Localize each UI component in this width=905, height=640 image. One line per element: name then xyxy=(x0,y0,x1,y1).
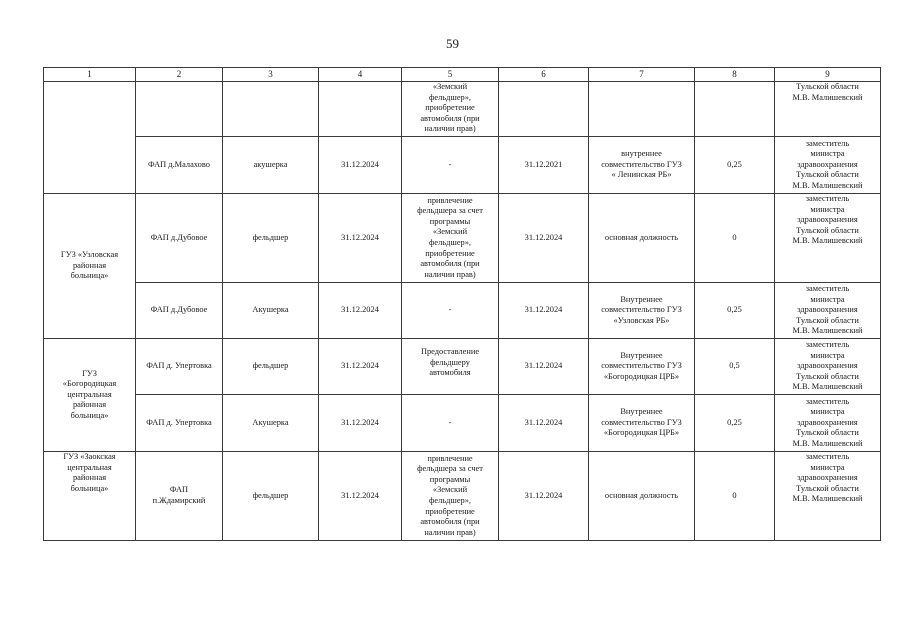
employment-cell: Внутреннее совместительство ГУЗ «Узловская РБ» xyxy=(589,283,695,339)
rate-cell: 0,25 xyxy=(695,395,775,452)
facility-cell: ФАП д.Малахово xyxy=(136,137,223,194)
org-cell: ГУЗ «Узловская районная больница» xyxy=(44,194,136,339)
page-number: 59 xyxy=(446,36,459,51)
position-cell: Акушерка xyxy=(223,395,319,452)
org-cell: ГУЗ «Богородицкая центральная районная больница» xyxy=(44,339,136,452)
date-cell: 31.12.2024 xyxy=(319,339,402,395)
hire-date-cell: 31.12.2021 xyxy=(499,137,589,194)
measures-cell: привлечение фельдшера за счет программы «Земский фельдшер», приобретение автомобиля (при наличии прав) xyxy=(402,452,499,541)
header-cell-2: 2 xyxy=(136,68,223,82)
table-row xyxy=(44,82,881,137)
header-cell-8: 8 xyxy=(695,68,775,82)
facility-cell: ФАП д. Упертовка xyxy=(136,339,223,395)
staffing-table xyxy=(43,67,881,541)
table-row xyxy=(44,452,881,541)
table-row xyxy=(44,283,881,339)
date-cell xyxy=(319,82,402,137)
date-cell: 31.12.2024 xyxy=(319,452,402,541)
header-cell-4: 4 xyxy=(319,68,402,82)
responsible-cell: заместитель министра здравоохранения Тульской области М.В. Малишевский xyxy=(775,339,881,395)
measures-cell: - xyxy=(402,395,499,452)
date-cell: 31.12.2024 xyxy=(319,395,402,452)
date-cell: 31.12.2024 xyxy=(319,194,402,283)
measures-cell: - xyxy=(402,137,499,194)
measures-cell: «Земский фельдшер», приобретение автомобиля (при наличии прав) xyxy=(402,82,499,137)
rate-cell: 0 xyxy=(695,452,775,541)
position-cell xyxy=(223,82,319,137)
table-row xyxy=(44,395,881,452)
employment-cell xyxy=(589,82,695,137)
header-cell-9: 9 xyxy=(775,68,881,82)
position-cell: фельдшер xyxy=(223,194,319,283)
responsible-cell: заместитель министра здравоохранения Тульской области М.В. Малишевский xyxy=(775,137,881,194)
date-cell: 31.12.2024 xyxy=(319,137,402,194)
hire-date-cell: 31.12.2024 xyxy=(499,339,589,395)
hire-date-cell: 31.12.2024 xyxy=(499,283,589,339)
measures-cell: Предоставление фельдшеру автомобиля xyxy=(402,339,499,395)
facility-cell xyxy=(136,82,223,137)
hire-date-cell: 31.12.2024 xyxy=(499,194,589,283)
header-cell-3: 3 xyxy=(223,68,319,82)
header-cell-5: 5 xyxy=(402,68,499,82)
rate-cell: 0 xyxy=(695,194,775,283)
position-cell: фельдшер xyxy=(223,452,319,541)
responsible-cell: заместитель министра здравоохранения Тульской области М.В. Малишевский xyxy=(775,452,881,541)
measures-cell: привлечение фельдшера за счет программы «Земский фельдшер», приобретение автомобиля (при наличии прав) xyxy=(402,194,499,283)
hire-date-cell: 31.12.2024 xyxy=(499,395,589,452)
employment-cell: основная должность xyxy=(589,452,695,541)
hire-date-cell xyxy=(499,82,589,137)
employment-cell: основная должность xyxy=(589,194,695,283)
header-cell-6: 6 xyxy=(499,68,589,82)
rate-cell: 0,25 xyxy=(695,137,775,194)
facility-cell: ФАП п.Ждамирский xyxy=(136,452,223,541)
header-cell-7: 7 xyxy=(589,68,695,82)
responsible-cell: заместитель министра здравоохранения Тульской области М.В. Малишевский xyxy=(775,194,881,283)
employment-cell: Внутреннее совместительство ГУЗ «Богородицкая ЦРБ» xyxy=(589,395,695,452)
header-row xyxy=(44,68,881,82)
date-cell: 31.12.2024 xyxy=(319,283,402,339)
table-row xyxy=(44,194,881,283)
measures-cell: - xyxy=(402,283,499,339)
employment-cell: внутреннее совместительство ГУЗ « Ленинская РБ» xyxy=(589,137,695,194)
employment-cell: Внутреннее совместительство ГУЗ «Богородицкая ЦРБ» xyxy=(589,339,695,395)
org-cell-continued xyxy=(44,82,136,194)
rate-cell: 0,25 xyxy=(695,283,775,339)
facility-cell: ФАП д.Дубовое xyxy=(136,194,223,283)
position-cell: фельдшер xyxy=(223,339,319,395)
table-row xyxy=(44,339,881,395)
responsible-cell: заместитель министра здравоохранения Тульской области М.В. Малишевский xyxy=(775,283,881,339)
table-row xyxy=(44,137,881,194)
rate-cell xyxy=(695,82,775,137)
rate-cell: 0,5 xyxy=(695,339,775,395)
responsible-cell: Тульской области М.В. Малишевский xyxy=(775,82,881,137)
hire-date-cell: 31.12.2024 xyxy=(499,452,589,541)
org-cell: ГУЗ «Заокская центральная районная больница» xyxy=(44,452,136,541)
responsible-cell: заместитель министра здравоохранения Тульской области М.В. Малишевский xyxy=(775,395,881,452)
header-cell-1: 1 xyxy=(44,68,136,82)
facility-cell: ФАП д. Упертовка xyxy=(136,395,223,452)
facility-cell: ФАП д.Дубовое xyxy=(136,283,223,339)
position-cell: акушерка xyxy=(223,137,319,194)
position-cell: Акушерка xyxy=(223,283,319,339)
